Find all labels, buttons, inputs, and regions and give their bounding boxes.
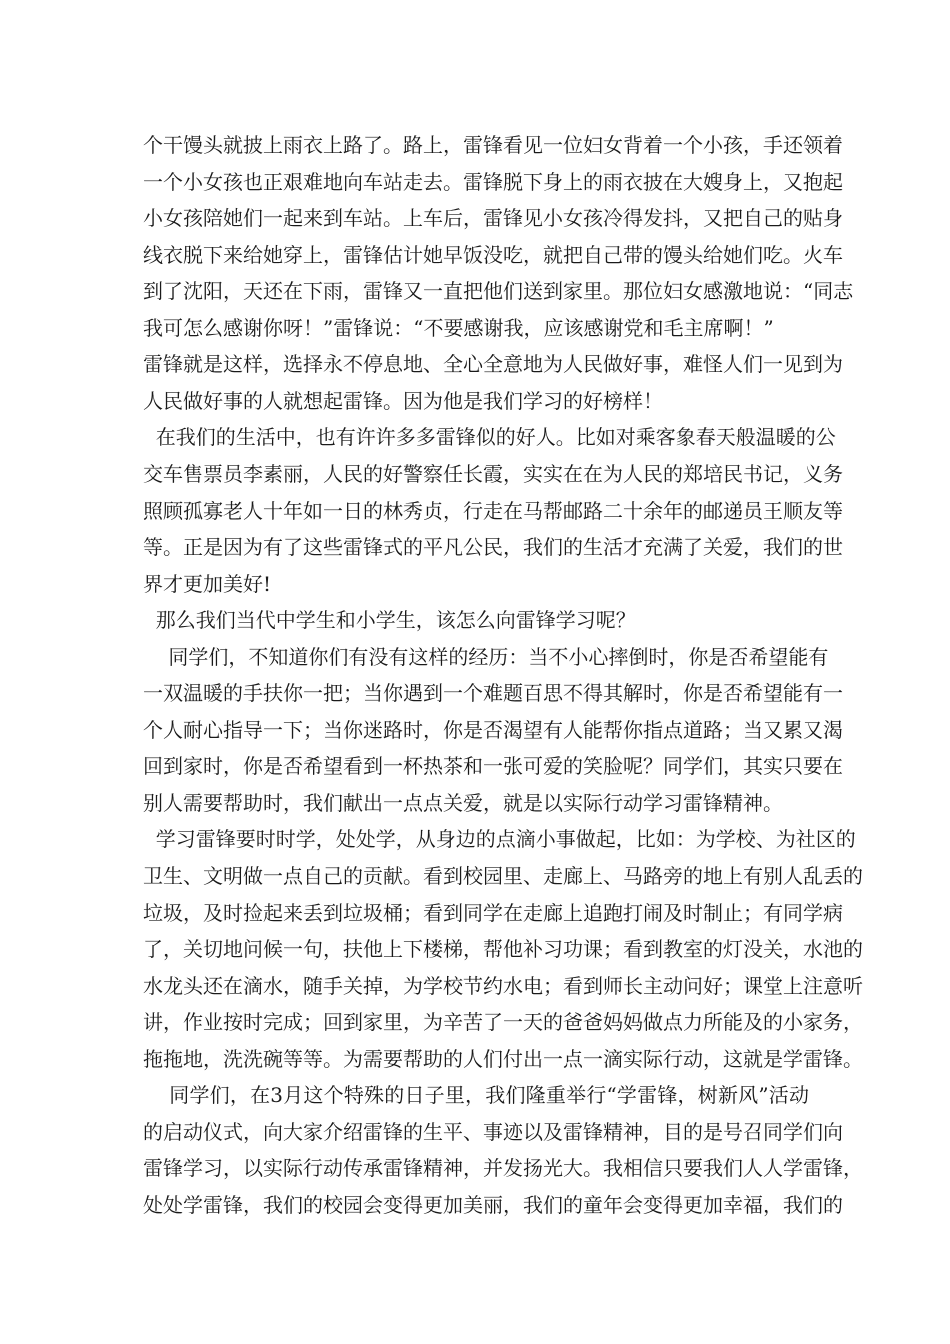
text-line: 垃圾，及时捡起来丢到垃圾桶；看到同学在走廊上追跑打闹及时制止；有同学病 xyxy=(143,901,843,925)
text-line: 雷锋就是这样，选择永不停息地、全心全意地为人民做好事，难怪人们一见到为 xyxy=(143,352,843,376)
text-line: 学习雷锋要时时学，处处学，从身边的点滴小事做起，比如：为学校、为社区的 xyxy=(143,827,856,851)
text-line: 交车售票员李素丽，人民的好警察任长霞，实实在在为人民的郑培民书记，义务 xyxy=(143,462,843,486)
text-line: 人民做好事的人就想起雷锋。因为他是我们学习的好榜样！ xyxy=(143,389,663,413)
text-line: 在我们的生活中，也有许许多多雷锋似的好人。比如对乘客象春天般温暖的公 xyxy=(143,425,836,449)
text-line: 小女孩陪她们一起来到车站。上车后，雷锋见小女孩冷得发抖，又把自己的贴身 xyxy=(143,206,843,230)
text-line: 讲，作业按时完成；回到家里，为辛苦了一天的爸爸妈妈做点力所能及的小家务， xyxy=(143,1010,863,1034)
text-line: 水龙头还在滴水，随手关掉，为学校节约水电；看到师长主动问好；课堂上注意听 xyxy=(143,974,863,998)
text-line: 界才更加美好! xyxy=(143,572,272,596)
text-line: 了，关切地问候一句，扶他上下楼梯，帮他补习功课；看到教室的灯没关，水池的 xyxy=(143,937,863,961)
text-line: 等。正是因为有了这些雷锋式的平凡公民，我们的生活才充满了关爱，我们的世 xyxy=(143,535,843,559)
text-line: 处处学雷锋，我们的校园会变得更加美丽，我们的童年会变得更加幸福，我们的 xyxy=(143,1193,843,1217)
text-line: 线衣脱下来给她穿上，雷锋估计她早饭没吃，就把自己带的馒头给她们吃。火车 xyxy=(143,243,843,267)
text-line: 一个小女孩也正艰难地向车站走去。雷锋脱下身上的雨衣披在大嫂身上，又抱起 xyxy=(143,170,843,194)
text-line: 个人耐心指导一下；当你迷路时，你是否渴望有人能帮你指点道路；当又累又渴 xyxy=(143,718,843,742)
text-line: 同学们，在3月这个特殊的日子里，我们隆重举行“学雷锋，树新风”活动 xyxy=(143,1083,809,1107)
text-line: 照顾孤寡老人十年如一日的林秀贞，行走在马帮邮路二十余年的邮递员王顺友等 xyxy=(143,499,843,523)
text-line: 的启动仪式，向大家介绍雷锋的生平、事迹以及雷锋精神，目的是号召同学们向 xyxy=(143,1120,843,1144)
text-line: 我可怎么感谢你呀！”雷锋说：“不要感谢我，应该感谢党和毛主席啊！” xyxy=(143,316,774,340)
text-line: 回到家时，你是否希望看到一杯热茶和一张可爱的笑脸呢？同学们，其实只要在 xyxy=(143,754,843,778)
text-line: 拖拖地，洗洗碗等等。为需要帮助的人们付出一点一滴实际行动，这就是学雷锋。 xyxy=(143,1047,863,1071)
text-line: 一双温暖的手扶你一把；当你遇到一个难题百思不得其解时，你是否希望能有一 xyxy=(143,681,843,705)
text-line: 别人需要帮助时，我们献出一点点关爱，就是以实际行动学习雷锋精神。 xyxy=(143,791,783,815)
text-line: 雷锋学习，以实际行动传承雷锋精神，并发扬光大。我相信只要我们人人学雷锋， xyxy=(143,1156,863,1180)
text-line: 到了沈阳，天还在下雨，雷锋又一直把他们送到家里。那位妇女感激地说：“同志 xyxy=(143,279,854,303)
text-line: 那么我们当代中学生和小学生，该怎么向雷锋学习呢？ xyxy=(143,608,636,632)
text-line: 卫生、文明做一点自己的贡献。看到校园里、走廊上、马路旁的地上有别人乱丢的 xyxy=(143,864,863,888)
text-line: 个干馒头就披上雨衣上路了。路上，雷锋看见一位妇女背着一个小孩，手还领着 xyxy=(143,133,843,157)
text-line: 同学们，不知道你们有没有这样的经历：当不小心摔倒时，你是否希望能有 xyxy=(143,645,829,669)
